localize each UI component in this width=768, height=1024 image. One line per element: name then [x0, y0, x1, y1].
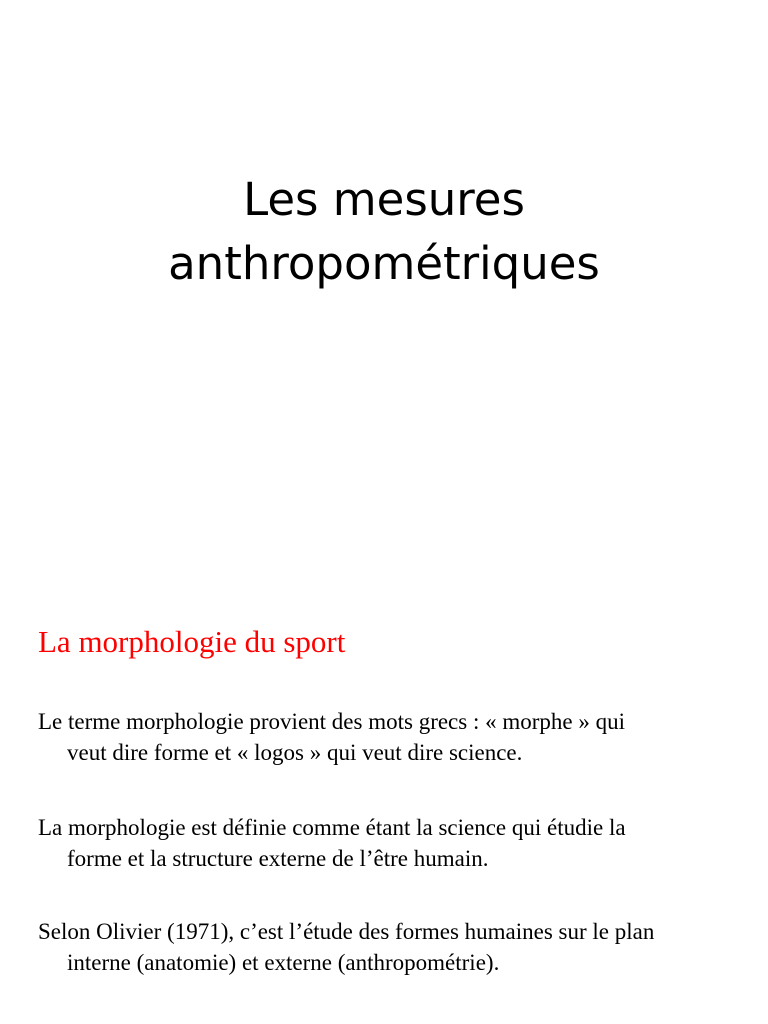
paragraph-line: forme et la structure externe de l’être humain.	[67, 846, 489, 871]
paragraph-line: La morphologie est définie comme étant la science qui étudie la	[38, 815, 626, 840]
content-slide	[0, 576, 768, 1024]
paragraph-line: Le terme morphologie provient des mots grecs : « morphe » qui	[38, 709, 626, 734]
paragraph-olivier	[38, 916, 738, 978]
paragraph-etymology	[38, 706, 738, 768]
slide-title-line-2: anthropométriques	[168, 237, 600, 290]
section-heading: La morphologie du sport	[38, 624, 346, 659]
paragraph-line: Selon Olivier (1971), c’est l’étude des formes humaines sur le plan	[38, 919, 655, 944]
paragraph-line: interne (anatomie) et externe (anthropométrie).	[67, 950, 500, 975]
paragraph-line: veut dire forme et « logos » qui veut dire science.	[67, 740, 523, 765]
slide-title	[0, 168, 768, 296]
paragraph-definition	[38, 812, 738, 874]
slide-title-line-1: Les mesures	[243, 173, 525, 226]
